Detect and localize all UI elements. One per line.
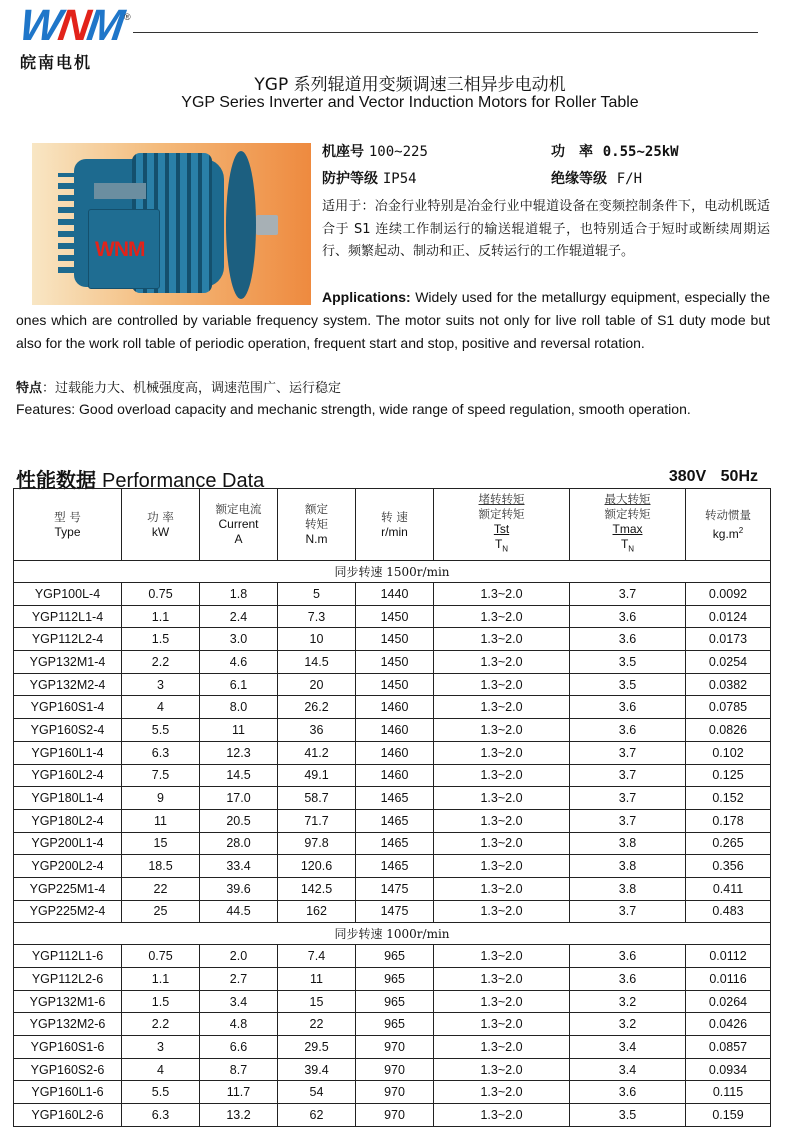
table-row	[14, 1013, 771, 1036]
cell-current: 3.4	[200, 990, 278, 1013]
cell-type: YGP160S1-4	[14, 696, 122, 719]
cell-torque: 120.6	[278, 855, 356, 878]
cell-current: 8.0	[200, 696, 278, 719]
cell-type: YGP132M1-6	[14, 990, 122, 1013]
cell-type: YGP160L2-4	[14, 764, 122, 787]
cell-power: 4	[122, 696, 200, 719]
cell-speed: 965	[356, 968, 434, 991]
cell-torque: 142.5	[278, 877, 356, 900]
cell-locked-torque-ratio: 1.3~2.0	[434, 855, 570, 878]
cell-locked-torque-ratio: 1.3~2.0	[434, 968, 570, 991]
page-title-cn: YGP 系列辊道用变频调速三相异步电动机	[254, 75, 566, 95]
cell-max-torque-ratio: 3.6	[570, 696, 686, 719]
group-label: 同步转速 1500r/min	[14, 561, 771, 583]
cell-type: YGP100L-4	[14, 583, 122, 606]
spec-power: 功 率 0.55~25kW	[551, 144, 679, 160]
cell-type: YGP160L1-4	[14, 741, 122, 764]
cell-current: 14.5	[200, 764, 278, 787]
cell-speed: 1460	[356, 764, 434, 787]
cell-type: YGP160S2-6	[14, 1058, 122, 1081]
cell-type: YGP132M2-6	[14, 1013, 122, 1036]
spec-frame: 机座号 100~225	[322, 144, 428, 160]
motor-brand-label: WNM	[95, 238, 145, 261]
cell-locked-torque-ratio: 1.3~2.0	[434, 1013, 570, 1036]
cell-current: 1.8	[200, 583, 278, 606]
table-row	[14, 945, 771, 968]
cell-max-torque-ratio: 3.4	[570, 1036, 686, 1059]
cell-speed: 1460	[356, 741, 434, 764]
cell-locked-torque-ratio: 1.3~2.0	[434, 583, 570, 606]
cell-inertia: 0.0934	[686, 1058, 771, 1081]
table-row	[14, 832, 771, 855]
cell-type: YGP112L1-6	[14, 945, 122, 968]
table-row	[14, 764, 771, 787]
col-header-speed: 转 速 r/min	[356, 489, 434, 561]
cell-max-torque-ratio: 3.7	[570, 583, 686, 606]
cell-type: YGP160S1-6	[14, 1036, 122, 1059]
spec-protection: 防护等级 IP54	[322, 171, 417, 187]
cell-inertia: 0.0382	[686, 673, 771, 696]
registered-mark: ®	[124, 12, 131, 22]
cell-speed: 970	[356, 1081, 434, 1104]
table-row	[14, 741, 771, 764]
cell-power: 15	[122, 832, 200, 855]
performance-title: 性能数据 Performance Data	[16, 468, 265, 492]
cell-type: YGP225M1-4	[14, 877, 122, 900]
cell-max-torque-ratio: 3.6	[570, 968, 686, 991]
table-group-row	[14, 923, 771, 945]
cell-locked-torque-ratio: 1.3~2.0	[434, 605, 570, 628]
cell-power: 18.5	[122, 855, 200, 878]
table-row	[14, 900, 771, 923]
cell-type: YGP112L1-4	[14, 605, 122, 628]
cell-type: YGP180L2-4	[14, 809, 122, 832]
cell-torque: 49.1	[278, 764, 356, 787]
cell-power: 5.5	[122, 719, 200, 742]
cell-speed: 1450	[356, 605, 434, 628]
cell-max-torque-ratio: 3.7	[570, 787, 686, 810]
features-en: Features: Good overload capacity and mechanic strength, wide range of speed regulation, smooth operation.	[16, 401, 691, 417]
features-cn: 特点：过载能力大、机械强度高，调速范围广、运行稳定	[16, 381, 342, 396]
cell-torque: 41.2	[278, 741, 356, 764]
cell-inertia: 0.0124	[686, 605, 771, 628]
table-row	[14, 628, 771, 651]
cell-max-torque-ratio: 3.6	[570, 945, 686, 968]
brand-name-cn: 皖南电机	[20, 53, 93, 72]
cell-current: 12.3	[200, 741, 278, 764]
cell-inertia: 0.102	[686, 741, 771, 764]
cell-speed: 1465	[356, 832, 434, 855]
col-header-current: 额定电流 Current A	[200, 489, 278, 561]
table-row	[14, 787, 771, 810]
cell-torque: 20	[278, 673, 356, 696]
cell-current: 17.0	[200, 787, 278, 810]
cell-current: 2.4	[200, 605, 278, 628]
cell-speed: 1465	[356, 787, 434, 810]
cell-power: 0.75	[122, 945, 200, 968]
cell-inertia: 0.125	[686, 764, 771, 787]
cell-max-torque-ratio: 3.8	[570, 855, 686, 878]
table-group-row	[14, 561, 771, 583]
cell-power: 6.3	[122, 741, 200, 764]
cell-power: 1.1	[122, 968, 200, 991]
cell-power: 2.2	[122, 651, 200, 674]
cell-locked-torque-ratio: 1.3~2.0	[434, 945, 570, 968]
cell-current: 6.6	[200, 1036, 278, 1059]
cell-current: 4.8	[200, 1013, 278, 1036]
cell-speed: 965	[356, 945, 434, 968]
cell-max-torque-ratio: 3.5	[570, 1104, 686, 1127]
table-row	[14, 696, 771, 719]
cell-inertia: 0.356	[686, 855, 771, 878]
motor-flange	[226, 151, 256, 299]
cell-locked-torque-ratio: 1.3~2.0	[434, 809, 570, 832]
cell-speed: 1460	[356, 719, 434, 742]
cell-locked-torque-ratio: 1.3~2.0	[434, 990, 570, 1013]
cell-max-torque-ratio: 3.6	[570, 1081, 686, 1104]
cell-torque: 162	[278, 900, 356, 923]
applications-label: Applications:	[322, 289, 411, 305]
col-header-locked-torque-ratio: 堵转转矩 额定转矩 Tst $T_N$	[434, 489, 570, 561]
cell-inertia: 0.0426	[686, 1013, 771, 1036]
table-row	[14, 1058, 771, 1081]
motor-shaft	[256, 215, 278, 235]
table-row	[14, 673, 771, 696]
cell-locked-torque-ratio: 1.3~2.0	[434, 1036, 570, 1059]
cell-locked-torque-ratio: 1.3~2.0	[434, 628, 570, 651]
motor-photo	[32, 143, 311, 305]
cell-max-torque-ratio: 3.7	[570, 741, 686, 764]
cell-torque: 11	[278, 968, 356, 991]
cell-power: 5.5	[122, 1081, 200, 1104]
applicable-description-cn: 适用于：冶金行业特别是冶金行业中辊道设备在变频控制条件下，电动机既适合于 S1 连续工作制运行的输送辊道辊子，也特别适合于短时或断续周期运行、频繁起动、制动和正、反转运行的工作辊道辊子。	[322, 199, 770, 259]
cell-max-torque-ratio: 3.6	[570, 605, 686, 628]
cell-current: 3.0	[200, 628, 278, 651]
cell-max-torque-ratio: 3.5	[570, 651, 686, 674]
cell-inertia: 0.159	[686, 1104, 771, 1127]
cell-torque: 7.3	[278, 605, 356, 628]
cell-inertia: 0.265	[686, 832, 771, 855]
cell-inertia: 0.0092	[686, 583, 771, 606]
cell-max-torque-ratio: 3.2	[570, 990, 686, 1013]
cell-current: 28.0	[200, 832, 278, 855]
cell-locked-torque-ratio: 1.3~2.0	[434, 696, 570, 719]
cell-locked-torque-ratio: 1.3~2.0	[434, 1081, 570, 1104]
table-row	[14, 605, 771, 628]
cell-torque: 10	[278, 628, 356, 651]
cell-inertia: 0.178	[686, 809, 771, 832]
cell-locked-torque-ratio: 1.3~2.0	[434, 877, 570, 900]
cell-torque: 36	[278, 719, 356, 742]
cell-power: 1.1	[122, 605, 200, 628]
performance-conditions: 380V 50Hz	[668, 468, 758, 485]
cell-locked-torque-ratio: 1.3~2.0	[434, 764, 570, 787]
cell-locked-torque-ratio: 1.3~2.0	[434, 832, 570, 855]
cell-type: YGP160L1-6	[14, 1081, 122, 1104]
cell-type: YGP112L2-6	[14, 968, 122, 991]
cell-torque: 15	[278, 990, 356, 1013]
cell-type: YGP132M1-4	[14, 651, 122, 674]
table-row	[14, 651, 771, 674]
cell-max-torque-ratio: 3.8	[570, 832, 686, 855]
cell-torque: 39.4	[278, 1058, 356, 1081]
cell-speed: 1475	[356, 877, 434, 900]
table-row	[14, 877, 771, 900]
cell-speed: 1475	[356, 900, 434, 923]
cell-power: 1.5	[122, 628, 200, 651]
cell-current: 39.6	[200, 877, 278, 900]
cell-torque: 7.4	[278, 945, 356, 968]
header-rule	[133, 32, 758, 33]
cell-max-torque-ratio: 3.7	[570, 764, 686, 787]
cell-type: YGP160S2-4	[14, 719, 122, 742]
cell-current: 11.7	[200, 1081, 278, 1104]
cell-type: YGP200L2-4	[14, 855, 122, 878]
performance-table	[13, 488, 771, 1127]
cell-locked-torque-ratio: 1.3~2.0	[434, 900, 570, 923]
logo-mark: WNM	[16, 1, 125, 50]
cell-current: 4.6	[200, 651, 278, 674]
cell-inertia: 0.0254	[686, 651, 771, 674]
table-row	[14, 968, 771, 991]
cell-torque: 5	[278, 583, 356, 606]
cell-locked-torque-ratio: 1.3~2.0	[434, 651, 570, 674]
cell-torque: 22	[278, 1013, 356, 1036]
cell-torque: 29.5	[278, 1036, 356, 1059]
cell-inertia: 0.0112	[686, 945, 771, 968]
cell-locked-torque-ratio: 1.3~2.0	[434, 719, 570, 742]
cell-torque: 58.7	[278, 787, 356, 810]
cell-current: 20.5	[200, 809, 278, 832]
cell-inertia: 0.115	[686, 1081, 771, 1104]
cell-inertia: 0.411	[686, 877, 771, 900]
cell-power: 11	[122, 809, 200, 832]
cell-power: 9	[122, 787, 200, 810]
cell-torque: 71.7	[278, 809, 356, 832]
cell-max-torque-ratio: 3.5	[570, 673, 686, 696]
cell-locked-torque-ratio: 1.3~2.0	[434, 787, 570, 810]
cell-power: 0.75	[122, 583, 200, 606]
cell-max-torque-ratio: 3.7	[570, 809, 686, 832]
cell-locked-torque-ratio: 1.3~2.0	[434, 1058, 570, 1081]
cell-torque: 26.2	[278, 696, 356, 719]
table-row	[14, 990, 771, 1013]
cell-current: 44.5	[200, 900, 278, 923]
cell-speed: 965	[356, 1013, 434, 1036]
cell-torque: 14.5	[278, 651, 356, 674]
col-header-torque: 额定 转矩 N.m	[278, 489, 356, 561]
cell-current: 2.0	[200, 945, 278, 968]
cell-torque: 62	[278, 1104, 356, 1127]
cell-max-torque-ratio: 3.4	[570, 1058, 686, 1081]
cell-max-torque-ratio: 3.6	[570, 628, 686, 651]
cell-locked-torque-ratio: 1.3~2.0	[434, 1104, 570, 1127]
cell-type: YGP200L1-4	[14, 832, 122, 855]
performance-table-body	[14, 561, 771, 1127]
cell-current: 13.2	[200, 1104, 278, 1127]
cell-inertia: 0.0264	[686, 990, 771, 1013]
applications-text: Widely used for the metallurgy equipment, especially the ones which are controlled by variable frequency system. The motor suits not only for live roll table of S1 duty mode but also for the work roll table of periodic operation, frequent start and stop, positive and reversal rotation.	[16, 289, 770, 351]
cell-torque: 97.8	[278, 832, 356, 855]
table-row	[14, 855, 771, 878]
motor-nameplate	[94, 183, 146, 199]
col-header-inertia: 转动惯量 $kg.m^2$	[686, 489, 771, 561]
cell-max-torque-ratio: 3.2	[570, 1013, 686, 1036]
cell-current: 11	[200, 719, 278, 742]
cell-speed: 970	[356, 1104, 434, 1127]
group-label: 同步转速 1000r/min	[14, 923, 771, 945]
cell-current: 6.1	[200, 673, 278, 696]
cell-power: 4	[122, 1058, 200, 1081]
cell-type: YGP160L2-6	[14, 1104, 122, 1127]
cell-inertia: 0.0785	[686, 696, 771, 719]
cell-current: 8.7	[200, 1058, 278, 1081]
cell-power: 7.5	[122, 764, 200, 787]
motor-terminal-box	[88, 209, 160, 289]
cell-current: 2.7	[200, 968, 278, 991]
cell-power: 6.3	[122, 1104, 200, 1127]
table-row	[14, 719, 771, 742]
cell-speed: 970	[356, 1036, 434, 1059]
table-row	[14, 1104, 771, 1127]
cell-speed: 970	[356, 1058, 434, 1081]
table-header-row	[14, 489, 771, 561]
col-header-max-torque-ratio: 最大转矩 额定转矩 Tmax $T_N$	[570, 489, 686, 561]
cell-speed: 1460	[356, 696, 434, 719]
table-row	[14, 1081, 771, 1104]
cell-power: 25	[122, 900, 200, 923]
cell-inertia: 0.0116	[686, 968, 771, 991]
col-header-type: 型 号 Type	[14, 489, 122, 561]
cell-power: 3	[122, 673, 200, 696]
cell-speed: 1450	[356, 673, 434, 696]
cell-type: YGP112L2-4	[14, 628, 122, 651]
cell-inertia: 0.0826	[686, 719, 771, 742]
cell-power: 22	[122, 877, 200, 900]
table-row	[14, 1036, 771, 1059]
table-row	[14, 583, 771, 606]
cell-speed: 1465	[356, 855, 434, 878]
cell-current: 33.4	[200, 855, 278, 878]
page-title-en: YGP Series Inverter and Vector Induction Motors for Roller Table	[181, 94, 639, 111]
cell-speed: 965	[356, 990, 434, 1013]
cell-power: 2.2	[122, 1013, 200, 1036]
spec-insulation: 绝缘等级 F/H	[551, 171, 643, 187]
cell-speed: 1440	[356, 583, 434, 606]
cell-power: 1.5	[122, 990, 200, 1013]
cell-speed: 1450	[356, 628, 434, 651]
cell-locked-torque-ratio: 1.3~2.0	[434, 673, 570, 696]
col-header-power: 功 率 kW	[122, 489, 200, 561]
cell-type: YGP225M2-4	[14, 900, 122, 923]
table-row	[14, 809, 771, 832]
cell-inertia: 0.0857	[686, 1036, 771, 1059]
brand-logo	[16, 1, 132, 73]
cell-max-torque-ratio: 3.7	[570, 900, 686, 923]
cell-speed: 1450	[356, 651, 434, 674]
cell-max-torque-ratio: 3.8	[570, 877, 686, 900]
cell-torque: 54	[278, 1081, 356, 1104]
cell-locked-torque-ratio: 1.3~2.0	[434, 741, 570, 764]
cell-max-torque-ratio: 3.6	[570, 719, 686, 742]
applications-description	[16, 286, 770, 354]
cell-power: 3	[122, 1036, 200, 1059]
cell-speed: 1465	[356, 809, 434, 832]
cell-inertia: 0.152	[686, 787, 771, 810]
cell-type: YGP180L1-4	[14, 787, 122, 810]
cell-type: YGP132M2-4	[14, 673, 122, 696]
cell-inertia: 0.0173	[686, 628, 771, 651]
cell-inertia: 0.483	[686, 900, 771, 923]
